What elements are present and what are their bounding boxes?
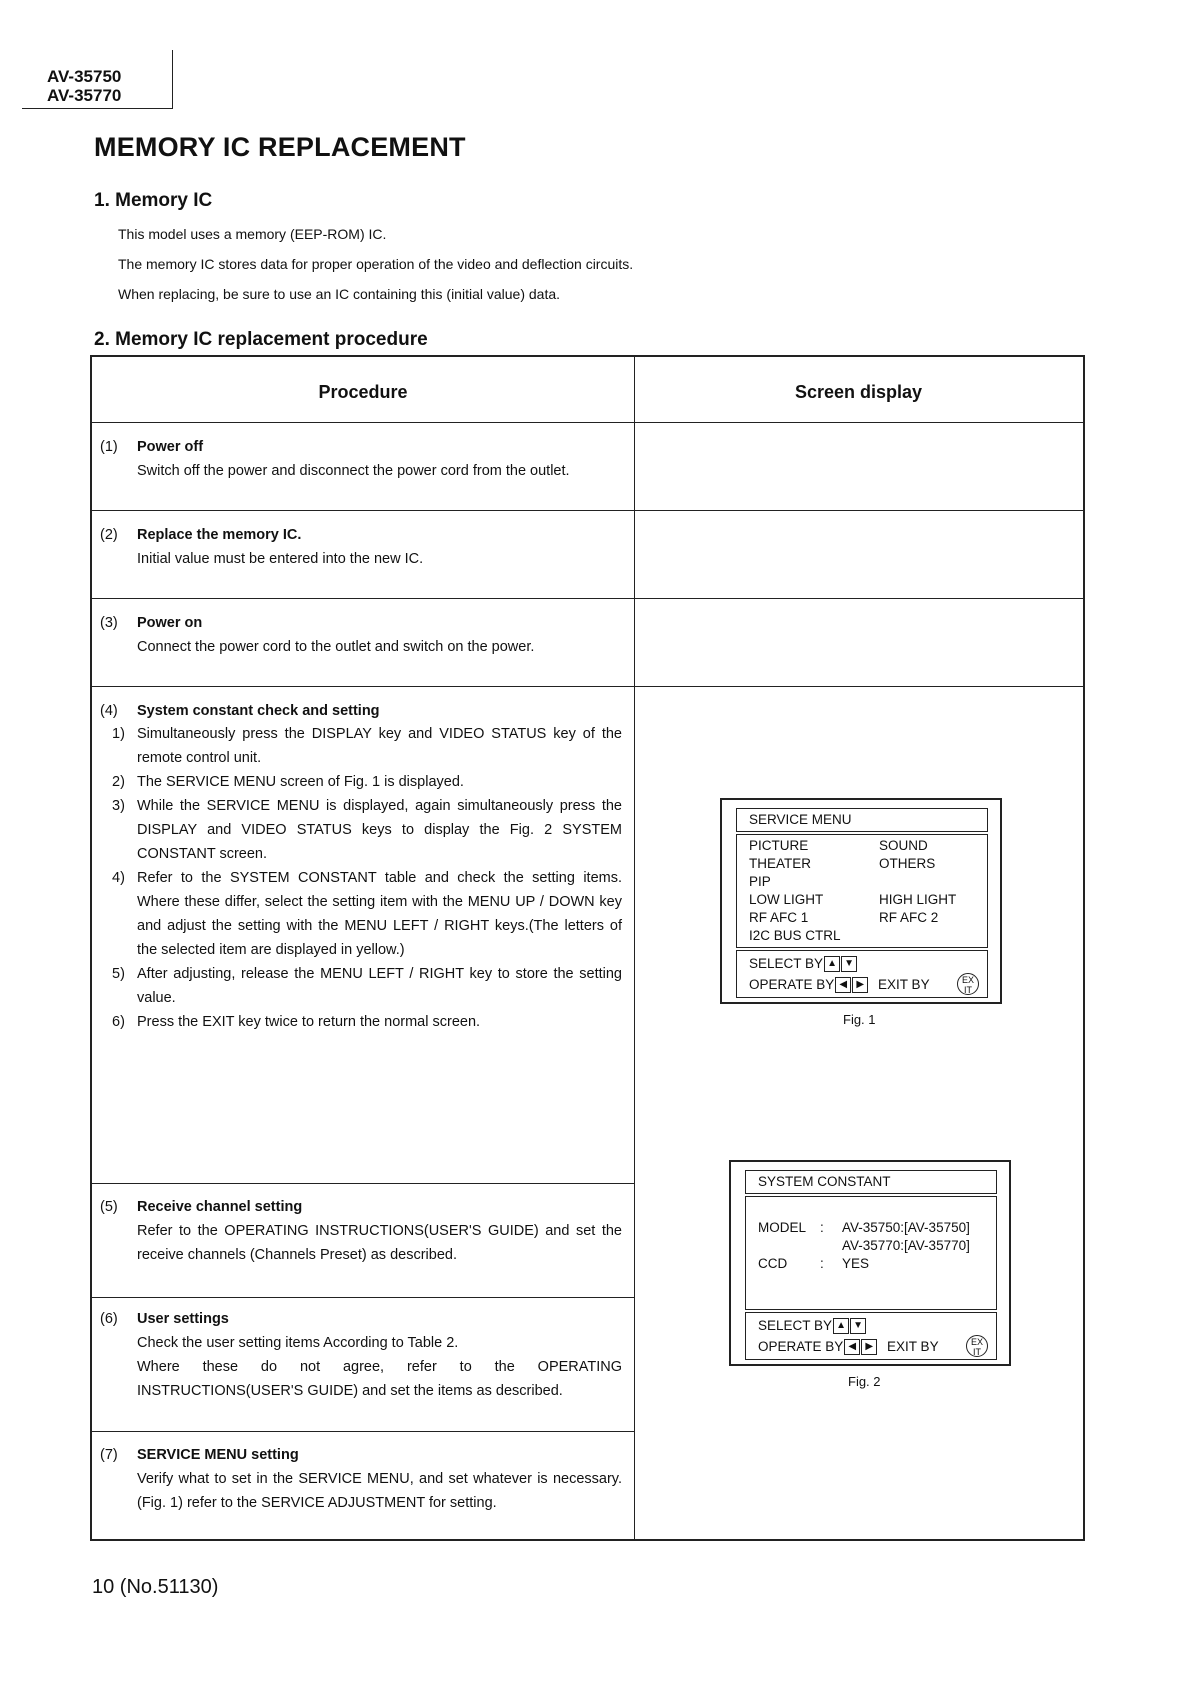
step-5-title: Receive channel setting — [137, 1199, 303, 1215]
substep-4-text: Refer to the SYSTEM CONSTANT table and check the setting items. Where these differ, select the setting item with the MENU UP / DOWN key and adjust the setting with the MENU LEFT / RIGHT keys.(The letters of the selected item are displayed in yellow.) — [137, 870, 622, 958]
step-7-number: (7) — [100, 1447, 118, 1463]
row-divider — [92, 1297, 634, 1298]
model-header-box — [22, 50, 173, 109]
right-arrow-icon: ▶ — [852, 977, 868, 993]
model-value-2: AV-35770:[AV-35770] — [842, 1238, 970, 1253]
substep-4-number: 4) — [112, 870, 125, 886]
fig2-select-label: SELECT BY — [758, 1318, 833, 1333]
fig1-operate-row — [749, 976, 930, 994]
substep-1-number: 1) — [112, 726, 125, 742]
screen-display-column-header: Screen display — [794, 382, 923, 402]
step-6-text-2: Where these do not agree, refer to the OPERATING INSTRUCTIONS(USER'S GUIDE) and set the items as described. — [137, 1359, 622, 1399]
up-arrow-icon: ▲ — [824, 956, 840, 972]
substep-6-number: 6) — [112, 1014, 125, 1030]
fig1-menu-items — [736, 834, 988, 948]
row-divider — [92, 510, 1083, 511]
substep-5-text: After adjusting, release the MENU LEFT / RIGHT key to store the setting value. — [137, 966, 622, 1006]
fig2-operate-label: OPERATE BY — [758, 1339, 844, 1354]
section1-heading: 1. Memory IC — [94, 190, 213, 211]
fig1-caption: Fig. 1 — [843, 1012, 876, 1027]
step-2-text: Initial value must be entered into the new IC. — [137, 551, 424, 567]
up-arrow-icon: ▲ — [833, 1318, 849, 1334]
fig2-title: SYSTEM CONSTANT — [758, 1174, 891, 1189]
step-1-title: Power off — [137, 439, 204, 455]
ccd-separator: : — [820, 1256, 824, 1271]
left-arrow-icon: ◀ — [835, 977, 851, 993]
menu-item-i2c-bus-ctrl: I2C BUS CTRL — [749, 928, 841, 943]
step-6-number: (6) — [100, 1311, 118, 1327]
step-2-title: Replace the memory IC. — [137, 527, 302, 543]
fig2-caption: Fig. 2 — [848, 1374, 881, 1389]
fig2-exit-label: EXIT BY — [887, 1339, 939, 1354]
menu-item-theater: THEATER — [749, 856, 812, 871]
down-arrow-icon: ▼ — [841, 956, 857, 972]
header-divider — [92, 422, 1083, 423]
step-4-number: (4) — [100, 703, 118, 719]
section1-line-1: This model uses a memory (EEP-ROM) IC. — [118, 226, 387, 242]
fig1-select-row — [749, 955, 857, 973]
menu-item-pip: PIP — [749, 874, 771, 889]
fig1-service-menu-screen — [720, 798, 1002, 1004]
step-5-text: Refer to the OPERATING INSTRUCTIONS(USER'S GUIDE) and set the receive channels (Channels Preset) as described. — [137, 1223, 622, 1263]
step-3-title: Power on — [137, 615, 203, 631]
fig2-title-bar — [745, 1170, 997, 1194]
row-divider — [92, 1183, 634, 1184]
procedure-column-header: Procedure — [318, 382, 408, 402]
ccd-label: CCD — [758, 1256, 788, 1271]
substep-2-number: 2) — [112, 774, 125, 790]
row-divider — [92, 686, 1083, 687]
step-2-number: (2) — [100, 527, 118, 543]
fig1-operate-label: OPERATE BY — [749, 977, 835, 992]
menu-item-others: OTHERS — [879, 856, 936, 871]
step-4-title: System constant check and setting — [137, 703, 380, 719]
step-1-number: (1) — [100, 439, 118, 455]
substep-6-text: Press the EXIT key twice to return the normal screen. — [137, 1014, 481, 1030]
fig2-key-guide — [745, 1312, 997, 1360]
right-arrow-icon: ▶ — [861, 1339, 877, 1355]
substep-3-number: 3) — [112, 798, 125, 814]
exit-key-icon: EX IT — [966, 1335, 988, 1357]
substep-3-text: While the SERVICE MENU is displayed, again simultaneously press the DISPLAY and VIDEO STATUS keys to display the Fig. 2 SYSTEM CONSTANT screen. — [137, 798, 622, 862]
fig1-select-label: SELECT BY — [749, 956, 824, 971]
step-7-text: Verify what to set in the SERVICE MENU, and set whatever is necessary. (Fig. 1) refer to the SERVICE ADJUSTMENT for setting. — [137, 1471, 622, 1511]
page-footer: 10 (No.51130) — [92, 1576, 219, 1598]
section2-heading: 2. Memory IC replacement procedure — [94, 329, 428, 350]
fig2-select-row — [758, 1317, 866, 1335]
menu-item-rf-afc-2: RF AFC 2 — [879, 910, 939, 925]
ccd-value: YES — [842, 1256, 870, 1271]
substep-1-text: Simultaneously press the DISPLAY key and VIDEO STATUS key of the remote control unit. — [137, 726, 622, 766]
menu-item-sound: SOUND — [879, 838, 928, 853]
fig2-operate-row — [758, 1338, 939, 1356]
step-7-title: SERVICE MENU setting — [137, 1447, 299, 1463]
menu-item-picture: PICTURE — [749, 838, 809, 853]
left-arrow-icon: ◀ — [844, 1339, 860, 1355]
fig1-title: SERVICE MENU — [749, 812, 852, 827]
section1-line-3: When replacing, be sure to use an IC containing this (initial value) data. — [118, 286, 561, 302]
fig1-exit-label: EXIT BY — [878, 977, 930, 992]
row-divider — [92, 598, 1083, 599]
step-5-number: (5) — [100, 1199, 118, 1215]
substep-5-number: 5) — [112, 966, 125, 982]
fig1-title-bar — [736, 808, 988, 832]
model-value-1: AV-35750:[AV-35750] — [842, 1220, 970, 1235]
step-3-number: (3) — [100, 615, 118, 631]
menu-item-low-light: LOW LIGHT — [749, 892, 824, 907]
column-divider — [634, 357, 635, 1539]
fig1-key-guide — [736, 950, 988, 998]
row-divider — [92, 1431, 634, 1432]
down-arrow-icon: ▼ — [850, 1318, 866, 1334]
step-1-text: Switch off the power and disconnect the power cord from the outlet. — [137, 463, 570, 479]
model-number-2: AV-35770 — [47, 86, 122, 105]
page-title: MEMORY IC REPLACEMENT — [94, 132, 466, 162]
menu-item-rf-afc-1: RF AFC 1 — [749, 910, 809, 925]
step-3-text: Connect the power cord to the outlet and switch on the power. — [137, 639, 535, 655]
step-6-title: User settings — [137, 1311, 229, 1327]
fig2-system-constant-screen — [729, 1160, 1011, 1366]
section1-line-2: The memory IC stores data for proper operation of the video and deflection circuits. — [118, 256, 634, 272]
model-label: MODEL — [758, 1220, 807, 1235]
model-number-1: AV-35750 — [47, 67, 122, 86]
model-separator: : — [820, 1220, 824, 1235]
step-6-text-1: Check the user setting items According to Table 2. — [137, 1335, 459, 1351]
fig2-constant-list — [745, 1196, 997, 1310]
menu-item-high-light: HIGH LIGHT — [879, 892, 957, 907]
substep-2-text: The SERVICE MENU screen of Fig. 1 is displayed. — [137, 774, 464, 790]
exit-key-icon: EX IT — [957, 973, 979, 995]
